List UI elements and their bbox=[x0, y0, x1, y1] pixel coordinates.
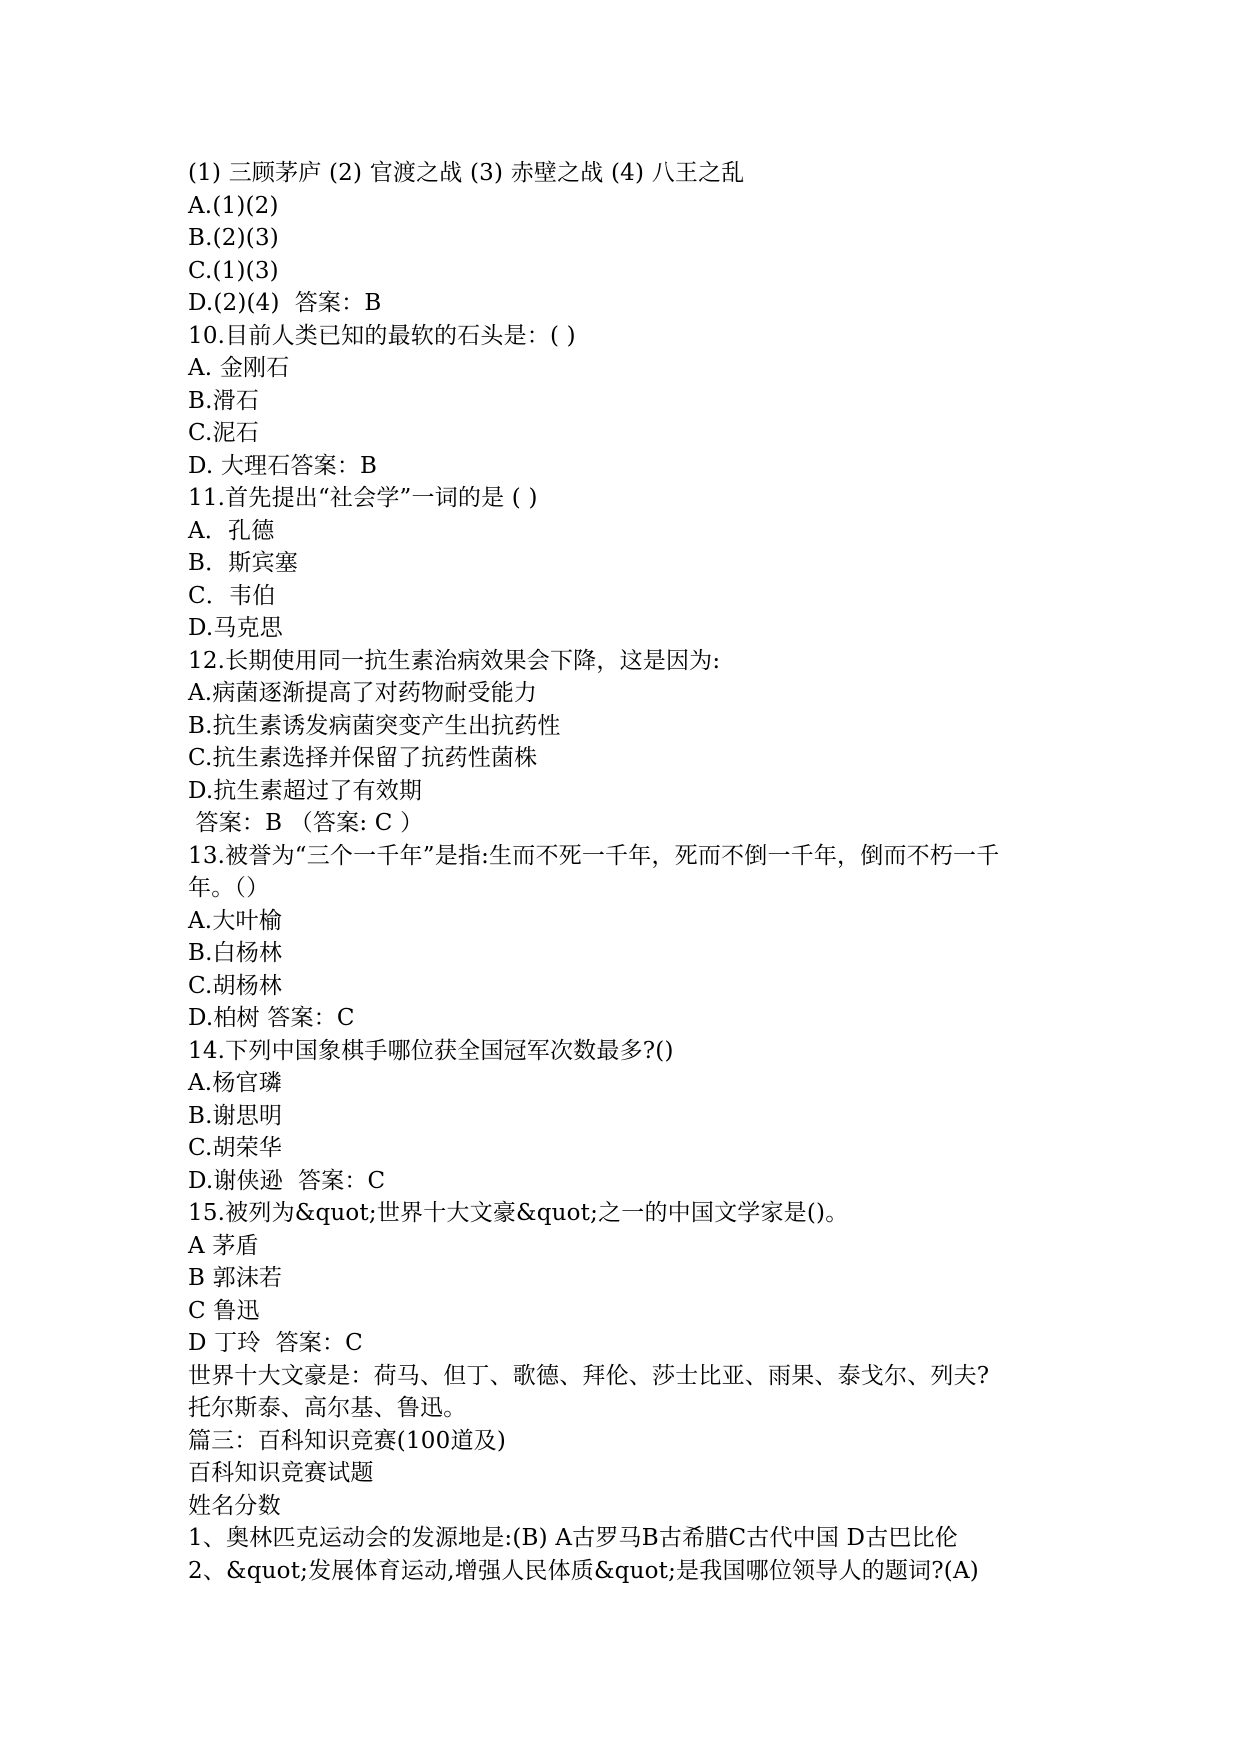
text-line: C.泥石 bbox=[188, 420, 259, 446]
text-line: B.谢思明 bbox=[188, 1102, 283, 1129]
text-line: C 鲁迅 bbox=[188, 1297, 260, 1324]
text-line: 答案：B （答案: C ） bbox=[188, 810, 424, 836]
text-line: 10.目前人类已知的最软的石头是：( ) bbox=[188, 322, 576, 349]
text-line: B.滑石 bbox=[188, 387, 260, 414]
text-line: 世界十大文豪是：荷马、但丁、歌德、拜伦、莎士比亚、雨果、泰戈尔、列夫? bbox=[188, 1362, 990, 1389]
text-line: C.胡杨林 bbox=[188, 972, 283, 999]
text-line: C.(1)(3) bbox=[188, 257, 279, 284]
text-line: B．斯宾塞 bbox=[188, 550, 298, 576]
text-line: C．韦伯 bbox=[188, 582, 276, 609]
text-line: B.抗生素诱发病菌突变产生出抗药性 bbox=[188, 712, 561, 739]
text-line: D 丁玲 答案：C bbox=[188, 1330, 363, 1356]
text-line: A．孔德 bbox=[188, 517, 275, 544]
text-line: D.柏树 答案：C bbox=[188, 1005, 355, 1031]
text-line: B.白杨林 bbox=[188, 940, 283, 966]
text-line: 托尔斯泰、高尔基、鲁迅。 bbox=[188, 1395, 467, 1421]
text-line: 1、奥林匹克运动会的发源地是:(B) A古罗马B古希腊C古代中国 D古巴比伦 bbox=[188, 1525, 959, 1551]
text-line: D.谢侠逊 答案：C bbox=[188, 1167, 386, 1194]
text-line: 14.下列中国象棋手哪位获全国冠军次数最多?() bbox=[188, 1037, 674, 1064]
text-line: A.(1)(2) bbox=[188, 192, 279, 219]
text-line: A.大叶榆 bbox=[188, 907, 282, 934]
text-line: D. 大理石答案：B bbox=[188, 452, 378, 479]
text-line: 15.被列为&quot;世界十大文豪&quot;之一的中国文学家是()。 bbox=[188, 1200, 849, 1226]
text-line: 13.被誉为“三个一千年”是指:生而不死一千年，死而不倒一千年，倒而不朽一千 bbox=[188, 842, 1000, 869]
text-line: C.胡荣华 bbox=[188, 1135, 283, 1161]
text-line: 百科知识竞赛试题 bbox=[188, 1460, 374, 1486]
text-line: D.抗生素超过了有效期 bbox=[188, 777, 423, 804]
text-line: A.病菌逐渐提高了对药物耐受能力 bbox=[188, 680, 538, 706]
text-line: C.抗生素选择并保留了抗药性菌株 bbox=[188, 745, 538, 771]
text-line: 篇三：百科知识竞赛(100道及) bbox=[188, 1427, 507, 1454]
text-line: 2、&quot;发展体育运动,增强人民体质&quot;是我国哪位领导人的题词?(A) bbox=[188, 1557, 979, 1584]
text-line: (1) 三顾茅庐 (2) 官渡之战 (3) 赤壁之战 (4) 八王之乱 bbox=[188, 160, 745, 186]
text-line: D.马克思 bbox=[188, 615, 283, 641]
text-line: 11.首先提出“社会学”一词的是 ( ) bbox=[188, 485, 538, 511]
document-body bbox=[188, 157, 1068, 1587]
text-line: B 郭沫若 bbox=[188, 1265, 283, 1291]
text-line: 12.长期使用同一抗生素治病效果会下降，这是因为: bbox=[188, 647, 721, 674]
text-line: 姓名分数 bbox=[188, 1492, 281, 1519]
text-line: B.(2)(3) bbox=[188, 225, 279, 251]
text-line: A.杨官璘 bbox=[188, 1070, 282, 1096]
text-line: A. 金刚石 bbox=[188, 355, 290, 381]
text-line: 年。（） bbox=[188, 875, 270, 901]
text-line: A 茅盾 bbox=[188, 1232, 259, 1259]
text-line: D.(2)(4) 答案：B bbox=[188, 290, 382, 316]
